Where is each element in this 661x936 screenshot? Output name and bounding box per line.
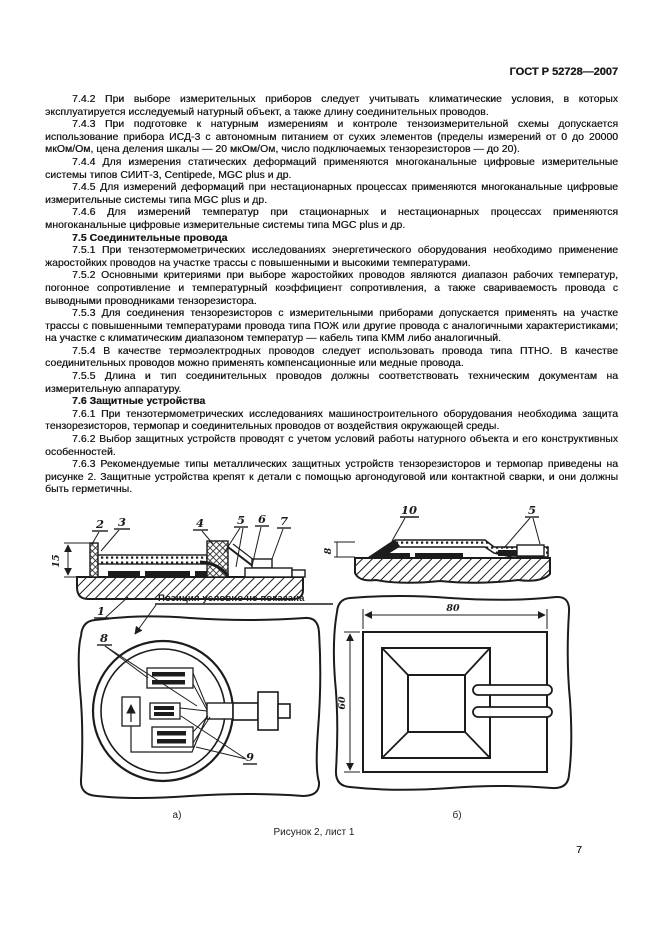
paragraph-7-5-3: 7.5.3 Для соединения тензорезисторов с измерительными приборами допускается применять на участке трассы с повышенными температурами провода типа ПОЖ или другие провода с аналогичными характеристиками; на участке с климатическим диапазоном температур — кабель типа КММ либо аналогичный. [45, 308, 618, 345]
callout-5: 5 [236, 513, 246, 527]
heading-7-5: 7.5 Соединительные провода [72, 232, 228, 244]
subcaption-a: а) [172, 810, 182, 821]
figure-caption: Рисунок 2, лист 1 [273, 827, 355, 838]
text-column [45, 66, 618, 497]
terminal-tab [292, 570, 305, 577]
dim-80-label: 80 [446, 603, 460, 614]
callout-3: 3 [117, 515, 127, 529]
paragraph-7-5-1: 7.5.1 При тензотермометрических исследованиях энергетического оборудования необходимо применение жаростойких проводов на участке трассы с повышенными и высокими температурами. [45, 245, 618, 269]
terminal-small [252, 559, 272, 568]
shaft-neck [233, 703, 258, 720]
wire-tube [473, 707, 552, 717]
paragraph-7-4-2: 7.4.2 При выборе измерительных приборов следует учитывать климатические условия, в которых эксплуатируется исследуемый натурный объект, а также длину соединительных проводов. [45, 94, 618, 118]
cover-plate [98, 555, 207, 564]
heading-7-6: 7.6 Защитные устройства [72, 396, 206, 408]
callout-2: 2 [95, 517, 105, 531]
gauge-bar [145, 571, 190, 577]
dimension-8 [323, 542, 355, 557]
wire-tube [473, 685, 552, 695]
gauge-bar [108, 571, 140, 577]
subcaption-b: б) [452, 810, 462, 821]
callout-1: 1 [96, 604, 106, 618]
shaft-block [258, 692, 278, 730]
callout-8: 8 [99, 631, 109, 645]
paragraph-7-5-4: 7.5.4 В качестве термоэлектродных проводов следует использовать провода типа ПТНО. В качестве соединительных проводов можно применять компенсационные или медные провода. [45, 345, 618, 370]
paragraph-7-6-2: 7.6.2 Выбор защитных устройств проводят с учетом условий работы натурного объекта и его конструктивных особенностей. [45, 434, 618, 458]
paragraph-7-6-3: 7.6.3 Рекомендуемые типы металлических защитных устройств тензорезисторов и термопар приведены на рисунке 2. Защитные устройства крепят к детали с помощью аргонодуговой или контактной сварки, и они должны быть герметичны. [45, 459, 618, 496]
callout-6: 6 [257, 512, 267, 526]
doc-number-header: ГОСТ Р 52728—2007 [509, 66, 618, 78]
callout-5b: 5 [527, 503, 537, 517]
paragraph-7-4-5: 7.4.5 Для измерений деформаций при нестационарных процессах применяются многоканальные цифровые измерительные системы типа MGC plus и др. [45, 182, 618, 206]
callout-4: 4 [195, 516, 205, 530]
dimension-15 [51, 543, 90, 577]
paragraph-7-6-1: 7.6.1 При тензотермометрических исследованиях машиностроительного оборудования необходима защита тензорезисторов, термопар и соединительных проводов от воздействия окружающей среды. [45, 408, 618, 433]
shaft-stub [278, 704, 290, 718]
cover-left-wall [90, 543, 98, 577]
paragraph-7-4-3: 7.4.3 При подготовке к натурным измерениям и контроле тензоизмерительной схемы допускается использование прибора ИСД-3 с автономным питанием от сухих элементов (пределы измерений от 0 до 20000 мкОм/Ом, цена деления шкалы — 20 мкОм/Ом, число подключаемых тензорезисторов — до 20). [45, 119, 618, 156]
body-paragraphs [45, 94, 618, 497]
connector-rect [207, 703, 233, 719]
dim-8-label: 8 [323, 547, 334, 555]
terminal-white [517, 545, 544, 556]
paragraph-7-4-6: 7.4.6 Для измерений температур при стационарных и нестационарных процессах применяются многоканальные цифровые измерительные системы типа MGC plus и др. [45, 207, 618, 231]
paragraph-7-5-2: 7.5.2 Основными критериями при выборе жаростойких проводов являются диапазон рабочих температур, погонное сопротивление и температурный коэффициент сопротивления, а также свариваемость провода с выводными проводниками тензорезистора. [45, 270, 618, 307]
frustum-inner [408, 675, 465, 732]
cross-section-right [323, 503, 550, 583]
cross-section-left [51, 512, 333, 634]
callout-7: 7 [279, 514, 289, 528]
page-number: 7 [576, 844, 582, 856]
terminal-wide [245, 568, 292, 577]
paragraph-7-5-5: 7.5.5 Длина и тип соединительных проводов должны соответствовать техническим документам на измерительную аппаратуру. [45, 371, 618, 395]
gauge-bar [415, 553, 463, 558]
terminal-black [498, 550, 517, 556]
callout-9: 9 [245, 750, 255, 764]
callout-10: 10 [400, 503, 418, 517]
figure-2-drawing [0, 500, 661, 872]
base-detail-part-right [355, 558, 550, 583]
dim-60-label: 60 [337, 696, 348, 710]
dim-15-label: 15 [51, 554, 62, 568]
paragraph-7-4-4: 7.4.4 Для измерения статических деформаций применяются многоканальные цифровые измерительные системы типов СИИТ-3, Centipede, MGC plus и др. [45, 156, 618, 181]
svg-text:Позиция условно не показана: Позиция условно не показана [158, 593, 305, 604]
